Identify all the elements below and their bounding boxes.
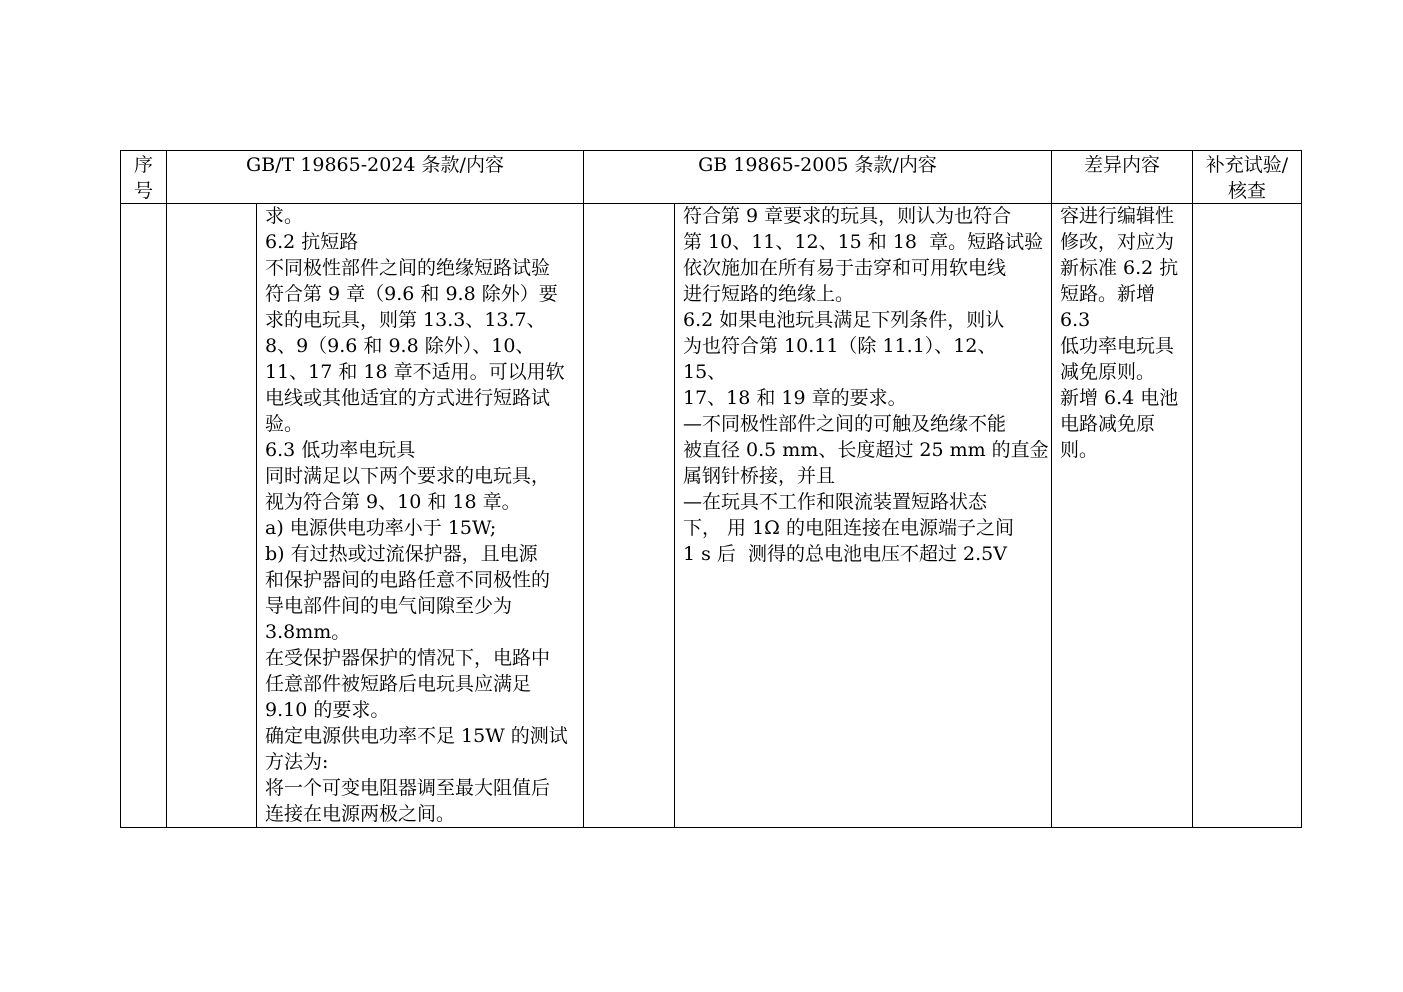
new-content-line: 方法为: xyxy=(265,751,329,773)
new-content-line: 求的电玩具，则第 13.3、13.7、 xyxy=(265,309,546,331)
header-new-std-text: GB/T 19865-2024 条款/内容 xyxy=(246,154,504,176)
old-content-line: 17、18 和 19 章的要求。 xyxy=(683,387,907,409)
new-content-line: a) 电源供电功率小于 15W; xyxy=(265,517,497,539)
new-content-line: 任意部件被短路后电玩具应满足 xyxy=(265,673,532,695)
old-content-line: 15、 xyxy=(683,361,727,383)
new-clause-no-cell xyxy=(167,204,256,827)
old-content-line: 依次施加在所有易于击穿和可用软电线 xyxy=(683,257,1007,279)
new-content-line: 求。 xyxy=(265,205,304,227)
extra-cell xyxy=(1193,204,1301,827)
new-content-line: 视为符合第 9、10 和 18 章。 xyxy=(265,491,521,513)
diff-content-line: 新标准 6.2 抗 xyxy=(1060,257,1179,279)
new-content-line: 8、9（9.6 和 9.8 除外）、10、 xyxy=(265,335,535,357)
diff-content-line: 电路减免原 xyxy=(1060,413,1156,435)
old-content-line: 第 10、11、12、15 和 18 章。短路试验 xyxy=(683,231,1044,253)
comparison-table xyxy=(120,150,1302,828)
old-content-line: 6.2 如果电池玩具满足下列条件，则认 xyxy=(683,309,1005,331)
header-extra-text: 补充试验/ 核查 xyxy=(1205,154,1289,202)
old-content-line: 下， 用 1Ω 的电阻连接在电源端子之间 xyxy=(683,517,1014,539)
old-content-cell xyxy=(683,203,1051,827)
header-old-std-text: GB 19865-2005 条款/内容 xyxy=(698,154,937,176)
new-content-line: 连接在电源两极之间。 xyxy=(265,803,456,825)
diff-content-line: 6.3 xyxy=(1060,309,1091,331)
new-content-line: b) 有过热或过流保护器，且电源 xyxy=(265,543,538,565)
new-content-line: 9.10 的要求。 xyxy=(265,699,390,721)
new-content-line: 11、17 和 18 章不适用。可以用软 xyxy=(265,361,565,383)
diff-content-line: 容进行编辑性 xyxy=(1060,205,1175,227)
old-content-line: 1 s 后 测得的总电池电压不超过 2.5V xyxy=(683,543,1007,565)
old-content-line: 属钢针桥接，并且 xyxy=(683,465,836,487)
old-content-line: —在玩具不工作和限流装置短路状态 xyxy=(683,491,988,513)
diff-content-line: 低功率电玩具 xyxy=(1060,335,1175,357)
new-content-line: 6.3 低功率电玩具 xyxy=(265,439,416,461)
diff-content-line: 新增 6.4 电池 xyxy=(1060,387,1179,409)
header-extra xyxy=(1193,151,1301,203)
header-diff-text: 差异内容 xyxy=(1083,154,1160,176)
new-content-line: 验。 xyxy=(265,413,304,435)
old-content-line: 被直径 0.5 mm、长度超过 25 mm 的直金 xyxy=(683,439,1049,461)
header-seq xyxy=(121,151,166,203)
old-content-line: 符合第 9 章要求的玩具，则认为也符合 xyxy=(683,205,1012,227)
diff-content-line: 修改，对应为 xyxy=(1060,231,1175,253)
table-bottom-border xyxy=(120,827,1302,828)
diff-content-line: 减免原则。 xyxy=(1060,361,1156,383)
old-clause-no-cell xyxy=(584,204,674,827)
diff-content-line: 则。 xyxy=(1060,439,1099,461)
diff-content-line: 短路。新增 xyxy=(1060,283,1156,305)
new-content-line: 3.8mm。 xyxy=(265,621,351,643)
new-content-cell xyxy=(265,203,583,827)
col-divider-new-clause xyxy=(256,203,257,828)
header-new-std xyxy=(167,151,583,203)
new-content-line: 电线或其他适宜的方式进行短路试 xyxy=(265,387,551,409)
header-seq-text: 序 号 xyxy=(133,154,153,202)
old-content-line: —不同极性部件之间的可触及绝缘不能 xyxy=(683,413,1007,435)
new-content-line: 同时满足以下两个要求的电玩具， xyxy=(265,465,551,487)
old-content-line: 为也符合第 10.11（除 11.1）、12、 xyxy=(683,335,997,357)
row-seq-cell xyxy=(121,204,166,827)
new-content-line: 符合第 9 章（9.6 和 9.8 除外）要 xyxy=(265,283,558,305)
table-right-border xyxy=(1301,150,1302,828)
new-content-line: 和保护器间的电路任意不同极性的 xyxy=(265,569,551,591)
header-diff xyxy=(1052,151,1192,203)
new-content-line: 将一个可变电阻器调至最大阻值后 xyxy=(265,777,551,799)
header-old-std xyxy=(584,151,1051,203)
new-content-line: 不同极性部件之间的绝缘短路试验 xyxy=(265,257,551,279)
new-content-line: 6.2 抗短路 xyxy=(265,231,359,253)
col-divider-old-std xyxy=(1051,150,1052,828)
col-divider-old-clause xyxy=(674,203,675,828)
new-content-line: 在受保护器保护的情况下，电路中 xyxy=(265,647,551,669)
old-content-line: 进行短路的绝缘上。 xyxy=(683,283,855,305)
diff-content-cell xyxy=(1060,203,1192,827)
new-content-line: 确定电源供电功率不足 15W 的测试 xyxy=(265,725,568,747)
new-content-line: 导电部件间的电气间隙至少为 xyxy=(265,595,513,617)
